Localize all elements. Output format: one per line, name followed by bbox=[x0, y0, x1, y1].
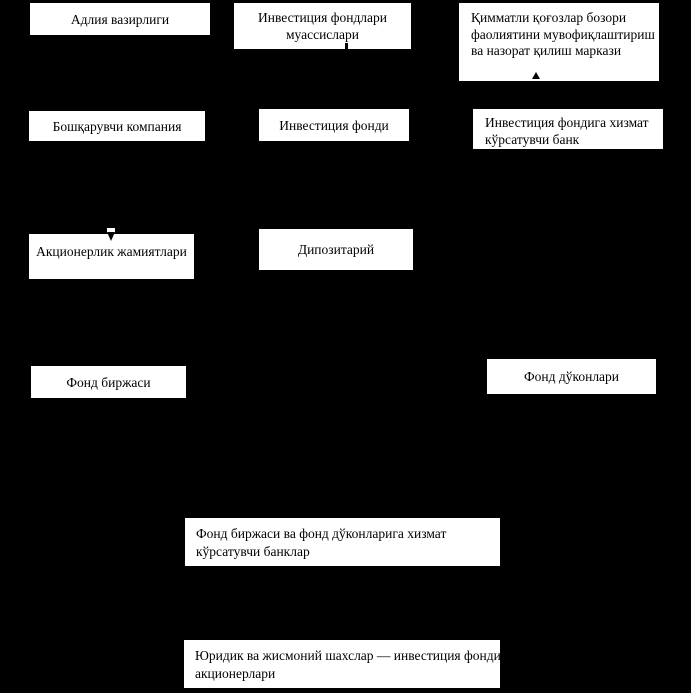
box-label: Акционерлик жамиятлари bbox=[36, 244, 187, 259]
up-arrowhead-icon bbox=[532, 72, 540, 79]
box-label: муассислари bbox=[285, 27, 359, 42]
box-label: акционерлари bbox=[195, 666, 276, 681]
box-investment-fund-founders bbox=[233, 2, 412, 50]
box-label: Инвестиция фондига хизмат bbox=[485, 115, 649, 130]
box-label: Фонд дўконлари bbox=[523, 369, 620, 384]
box-label: Дипозитарий bbox=[297, 242, 375, 257]
box-label: ва назорат қилиш маркази bbox=[471, 43, 622, 58]
box-label: кўрсатувчи банк bbox=[485, 132, 580, 147]
box-exchange-servicing-banks bbox=[184, 517, 501, 567]
box-shareholders bbox=[183, 639, 501, 689]
box-label: Юридик ва жисмоний шахслар — инвестиция фонди bbox=[195, 648, 501, 663]
box-label: кўрсатувчи банклар bbox=[196, 544, 310, 559]
box-label: Фонд биржаси bbox=[66, 374, 151, 390]
box-management-company bbox=[28, 110, 206, 142]
box-label: Фонд биржаси ва фонд дўконларига хизмат bbox=[196, 526, 447, 541]
box-label: Инвестиция фонди bbox=[279, 117, 389, 133]
down-arrowhead-icon bbox=[107, 232, 115, 241]
connector-stub-below-founders bbox=[345, 43, 348, 54]
box-label: фаолиятини мувофиқлаштириш bbox=[471, 26, 655, 42]
box-label: Қимматли қоғозлар бозори bbox=[471, 10, 627, 25]
box-label: Адлия вазирлиги bbox=[70, 11, 170, 27]
box-securities-market-center bbox=[458, 2, 660, 82]
box-investment-fund bbox=[258, 108, 410, 142]
box-stock-exchange bbox=[30, 365, 187, 399]
box-depository bbox=[258, 228, 414, 271]
box-ministry-of-justice bbox=[29, 2, 211, 36]
box-label: Инвестиция фондлари bbox=[257, 10, 388, 25]
box-fund-shops bbox=[486, 358, 657, 395]
box-fund-servicing-bank bbox=[472, 108, 664, 150]
box-label: Бошқарувчи компания bbox=[52, 118, 182, 134]
